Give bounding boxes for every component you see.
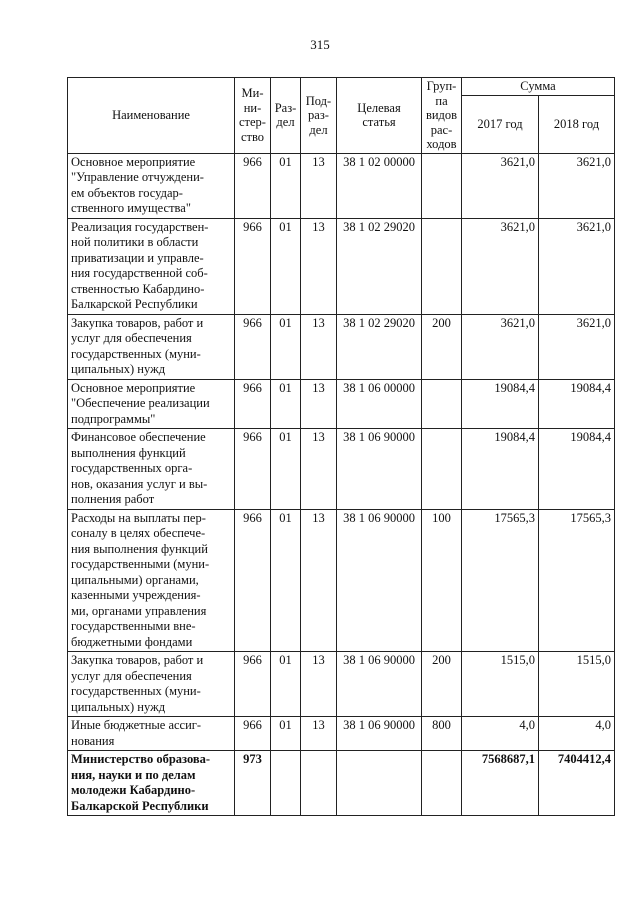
table-row — [68, 153, 615, 218]
table-body — [68, 153, 615, 816]
cell-sum-2018: 7404412,4 — [539, 751, 615, 816]
cell-group: 200 — [422, 652, 462, 717]
cell-name: Финансовое обеспечение выполнения функций государственных орга- нов, оказания услуг и вы- полнения работ — [68, 429, 235, 510]
cell-section — [271, 751, 301, 816]
cell-subsection: 13 — [301, 218, 337, 314]
cell-ministry: 966 — [235, 429, 271, 510]
header-section: Раз- дел — [271, 78, 301, 154]
table-row — [68, 717, 615, 751]
cell-ministry: 966 — [235, 379, 271, 429]
cell-sum-2017: 3621,0 — [462, 218, 539, 314]
header-ministry: Ми- ни- стер- ство — [235, 78, 271, 154]
header-subsection: Под- раз- дел — [301, 78, 337, 154]
cell-section: 01 — [271, 652, 301, 717]
cell-group: 200 — [422, 314, 462, 379]
header-group: Груп- па видов рас- ходов — [422, 78, 462, 154]
cell-section: 01 — [271, 153, 301, 218]
table-row — [68, 314, 615, 379]
cell-group — [422, 379, 462, 429]
cell-name: Закупка товаров, работ и услуг для обеспечения государственных (муни- ципальных) нужд — [68, 314, 235, 379]
cell-subsection: 13 — [301, 717, 337, 751]
cell-target — [337, 751, 422, 816]
cell-group — [422, 429, 462, 510]
cell-name: Закупка товаров, работ и услуг для обеспечения государственных (муни- ципальных) нужд — [68, 652, 235, 717]
cell-section: 01 — [271, 717, 301, 751]
table-row — [68, 509, 615, 652]
cell-target: 38 1 02 00000 — [337, 153, 422, 218]
cell-target: 38 1 06 90000 — [337, 509, 422, 652]
cell-subsection: 13 — [301, 429, 337, 510]
cell-sum-2018: 1515,0 — [539, 652, 615, 717]
cell-sum-2017: 3621,0 — [462, 153, 539, 218]
cell-sum-2017: 19084,4 — [462, 379, 539, 429]
cell-sum-2017: 4,0 — [462, 717, 539, 751]
table-row — [68, 429, 615, 510]
cell-name: Иные бюджетные ассиг- нования — [68, 717, 235, 751]
cell-subsection: 13 — [301, 379, 337, 429]
cell-sum-2018: 3621,0 — [539, 218, 615, 314]
cell-sum-2018: 19084,4 — [539, 379, 615, 429]
cell-sum-2018: 3621,0 — [539, 314, 615, 379]
cell-sum-2017: 7568687,1 — [462, 751, 539, 816]
cell-target: 38 1 06 00000 — [337, 379, 422, 429]
page-number: 315 — [310, 37, 330, 52]
cell-target: 38 1 06 90000 — [337, 652, 422, 717]
cell-sum-2018: 17565,3 — [539, 509, 615, 652]
cell-ministry: 966 — [235, 314, 271, 379]
cell-sum-2017: 17565,3 — [462, 509, 539, 652]
cell-section: 01 — [271, 509, 301, 652]
cell-target: 38 1 06 90000 — [337, 429, 422, 510]
table-header-row — [68, 78, 615, 96]
cell-section: 01 — [271, 379, 301, 429]
cell-name: Расходы на выплаты пер- соналу в целях обеспече- ния выполнения функций государственными (муни- ципальными) органами, казенными учреждения- ми, органами управления государственными вне- бюджетными фондами — [68, 509, 235, 652]
cell-sum-2017: 3621,0 — [462, 314, 539, 379]
table-row — [68, 751, 615, 816]
header-name: Наименование — [68, 78, 235, 154]
header-sum: Сумма — [462, 78, 615, 96]
cell-group — [422, 153, 462, 218]
cell-group — [422, 751, 462, 816]
budget-table — [67, 77, 615, 816]
cell-sum-2018: 4,0 — [539, 717, 615, 751]
table-row — [68, 652, 615, 717]
cell-target: 38 1 02 29020 — [337, 218, 422, 314]
cell-section: 01 — [271, 314, 301, 379]
cell-group: 800 — [422, 717, 462, 751]
cell-ministry: 966 — [235, 509, 271, 652]
header-year-2017: 2017 год — [462, 95, 539, 153]
cell-section: 01 — [271, 429, 301, 510]
cell-sum-2017: 19084,4 — [462, 429, 539, 510]
cell-group: 100 — [422, 509, 462, 652]
cell-name: Реализация государствен- ной политики в области приватизации и управле- ния государственной соб- ственностью Кабардино- Балкарской Республики — [68, 218, 235, 314]
cell-subsection: 13 — [301, 314, 337, 379]
cell-section: 01 — [271, 218, 301, 314]
cell-group — [422, 218, 462, 314]
cell-subsection: 13 — [301, 509, 337, 652]
header-target: Целевая статья — [337, 78, 422, 154]
cell-subsection: 13 — [301, 153, 337, 218]
cell-name: Основное мероприятие "Управление отчуждени- ем объектов государ- ственного имущества" — [68, 153, 235, 218]
cell-ministry: 973 — [235, 751, 271, 816]
cell-name: Министерство образова- ния, науки и по делам молодежи Кабардино- Балкарской Республики — [68, 751, 235, 816]
cell-sum-2017: 1515,0 — [462, 652, 539, 717]
cell-target: 38 1 06 90000 — [337, 717, 422, 751]
cell-name: Основное мероприятие "Обеспечение реализации подпрограммы" — [68, 379, 235, 429]
cell-ministry: 966 — [235, 652, 271, 717]
cell-sum-2018: 3621,0 — [539, 153, 615, 218]
cell-subsection: 13 — [301, 652, 337, 717]
cell-ministry: 966 — [235, 153, 271, 218]
cell-ministry: 966 — [235, 717, 271, 751]
cell-target: 38 1 02 29020 — [337, 314, 422, 379]
cell-ministry: 966 — [235, 218, 271, 314]
table-row — [68, 218, 615, 314]
cell-subsection — [301, 751, 337, 816]
cell-sum-2018: 19084,4 — [539, 429, 615, 510]
table-row — [68, 379, 615, 429]
header-year-2018: 2018 год — [539, 95, 615, 153]
